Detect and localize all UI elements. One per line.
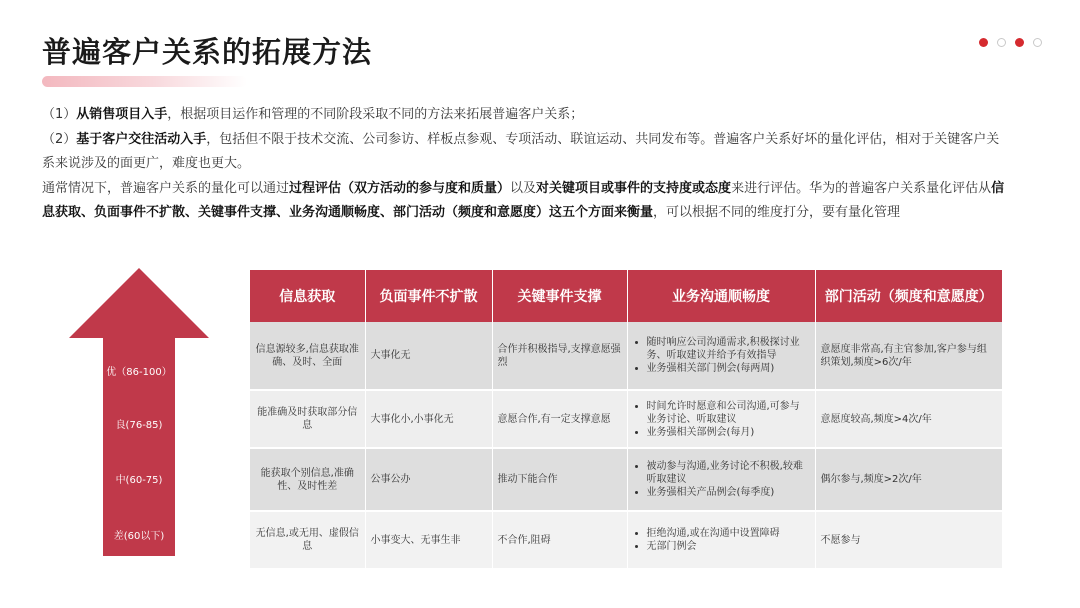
table-cell: 大事化小,小事化无 bbox=[365, 390, 492, 448]
rating-level-good: 良(76-85) bbox=[115, 420, 163, 431]
table-cell: 能准确及时获取部分信息 bbox=[250, 390, 365, 448]
intro-text-segment: （1） bbox=[42, 107, 77, 122]
list-item: • 业务强相关部门例会(每两周) bbox=[647, 362, 810, 375]
intro-text-segment: ，可以根据不同的维度打分，要有量化管理 bbox=[653, 205, 901, 220]
table-cell: 无信息,或无用、虚假信息 bbox=[250, 511, 365, 569]
table-cell: 推动下能合作 bbox=[492, 448, 627, 511]
intro-bold-segment: 过程评估（双方活动的参与度和质量） bbox=[289, 180, 511, 196]
pagination-dot[interactable] bbox=[1033, 38, 1042, 47]
pagination-dot[interactable] bbox=[1015, 38, 1024, 47]
table-row bbox=[250, 511, 1002, 569]
table-cell bbox=[627, 322, 815, 390]
table-cell: 公事公办 bbox=[365, 448, 492, 511]
table-cell: 意愿度非常高,有主官参加,客户参与组织策划,频度>6次/年 bbox=[815, 322, 1002, 390]
intro-bold-segment: 对关键项目或事件的支持度或态度 bbox=[536, 180, 732, 196]
rating-arrow bbox=[69, 268, 209, 556]
bullet-list bbox=[633, 336, 810, 375]
table-cell: 偶尔参与,频度>2次/年 bbox=[815, 448, 1002, 511]
intro-text-segment: ，包括但不限于技术交流、公司参访、样板点参观、专项活动、联谊运动、共同发布等。普遍客户关系好坏的量化评估，相对于关键客户关系来说涉及的面更广，难度也更大。 bbox=[42, 131, 1000, 171]
intro-paragraph-1 bbox=[42, 103, 1012, 128]
table-cell: 意愿合作,有一定支撑意愿 bbox=[492, 390, 627, 448]
rating-level-excellent: 优（86-100） bbox=[106, 367, 172, 378]
list-item: • 随时响应公司沟通需求,积极探讨业务、听取建议并给予有效指导 bbox=[647, 336, 810, 362]
intro-bold-segment: 基于客户交往活动入手 bbox=[76, 131, 207, 147]
table-cell bbox=[627, 511, 815, 569]
table-cell: 合作并积极指导,支撑意愿强烈 bbox=[492, 322, 627, 390]
column-header-key-event-support: 关键事件支撑 bbox=[492, 270, 627, 322]
intro-text-segment: 来进行评估。华为的普遍客户关系量化评估从 bbox=[731, 180, 992, 196]
column-header-department-activity: 部门活动（频度和意愿度） bbox=[815, 270, 1002, 322]
arrow-head-icon bbox=[69, 268, 209, 338]
rating-level-poor: 差(60以下) bbox=[113, 531, 165, 542]
intro-text bbox=[42, 103, 1012, 226]
title-underline-decoration bbox=[42, 76, 247, 87]
pagination-dot[interactable] bbox=[997, 38, 1006, 47]
table-cell: 意愿度较高,频度>4次/年 bbox=[815, 390, 1002, 448]
evaluation-table bbox=[250, 270, 1003, 570]
table-row bbox=[250, 390, 1002, 448]
table-row bbox=[250, 322, 1002, 390]
column-header-info-acquisition: 信息获取 bbox=[250, 270, 365, 322]
intro-paragraph-3 bbox=[42, 177, 1012, 226]
table-cell: 大事化无 bbox=[365, 322, 492, 390]
list-item: • 业务强相关部例会(每月) bbox=[647, 426, 810, 439]
column-header-negative-event: 负面事件不扩散 bbox=[365, 270, 492, 322]
table-cell bbox=[627, 448, 815, 511]
pagination-dots bbox=[979, 38, 1042, 47]
table-cell bbox=[627, 390, 815, 448]
table-cell: 不愿参与 bbox=[815, 511, 1002, 569]
list-item: • 拒绝沟通,或在沟通中设置障碍 bbox=[647, 527, 810, 540]
table-cell: 不合作,阻碍 bbox=[492, 511, 627, 569]
intro-text-segment: 以及 bbox=[510, 180, 537, 196]
intro-bold-segment: 信息获取、负面事件不扩散、关键事件支撑、业务沟通顺畅度、部门活动（频度和意愿度）这五个方面来衡量 bbox=[42, 180, 1005, 220]
intro-bold-segment: 从销售项目入手 bbox=[76, 107, 168, 122]
list-item: • 时间允许时愿意和公司沟通,可参与业务讨论、听取建议 bbox=[647, 400, 810, 426]
list-item: • 被动参与沟通,业务讨论不积极,较难听取建议 bbox=[647, 460, 810, 486]
table-header-row bbox=[250, 270, 1002, 322]
table-row bbox=[250, 448, 1002, 511]
list-item: • 无部门例会 bbox=[647, 540, 810, 553]
list-item: • 业务强相关产品例会(每季度) bbox=[647, 486, 810, 499]
bullet-list bbox=[633, 400, 810, 439]
pagination-dot[interactable] bbox=[979, 38, 988, 47]
intro-text-segment: 通常情况下，普遍客户关系的量化可以通过 bbox=[42, 180, 290, 196]
intro-paragraph-2 bbox=[42, 128, 1012, 177]
intro-text-segment: ，根据项目运作和管理的不同阶段采取不同的方法来拓展普遍客户关系； bbox=[167, 107, 584, 122]
page-title: 普遍客户关系的拓展方法 bbox=[42, 35, 373, 69]
intro-text-segment: （2） bbox=[42, 131, 77, 147]
bullet-list bbox=[633, 460, 810, 499]
table-cell: 信息源较多,信息获取准确、及时、全面 bbox=[250, 322, 365, 390]
table-cell: 小事变大、无事生非 bbox=[365, 511, 492, 569]
table-cell: 能获取个别信息,准确性、及时性差 bbox=[250, 448, 365, 511]
bullet-list bbox=[633, 527, 810, 553]
rating-level-medium: 中(60-75) bbox=[115, 475, 163, 486]
column-header-business-communication: 业务沟通顺畅度 bbox=[627, 270, 815, 322]
